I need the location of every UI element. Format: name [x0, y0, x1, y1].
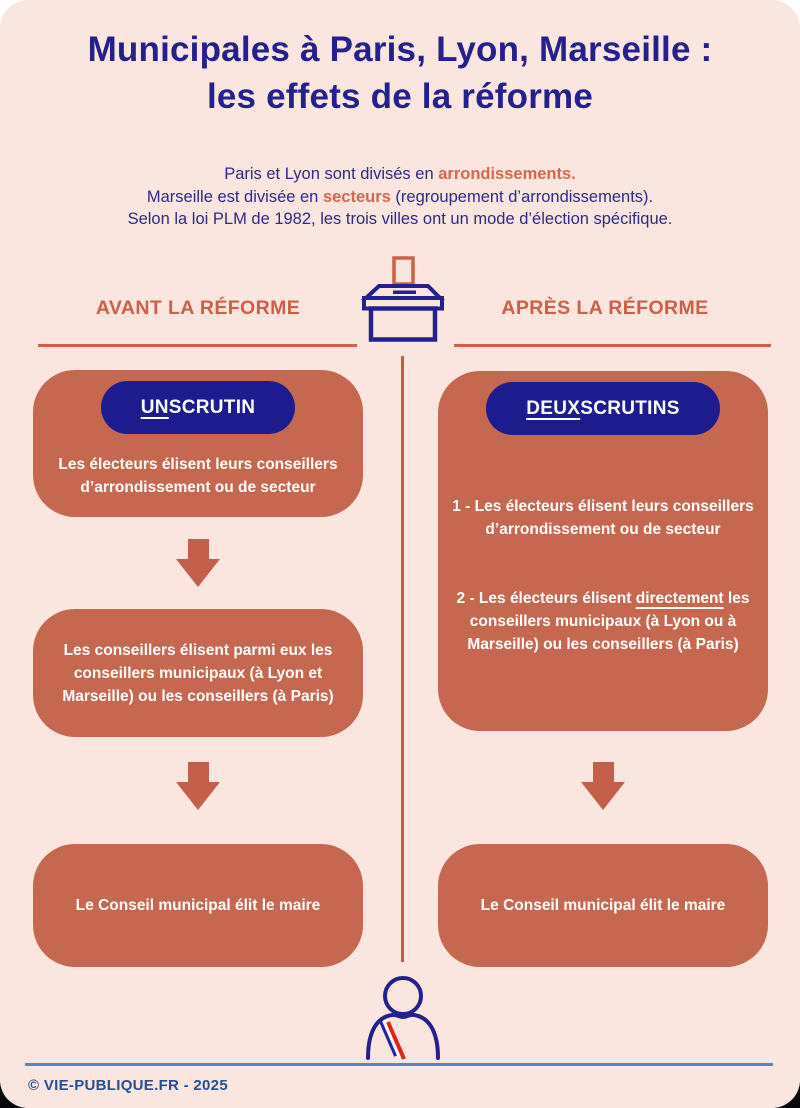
copyright-credit: © VIE-PUBLIQUE.FR - 2025: [28, 1077, 228, 1094]
after-step1-text: [438, 495, 768, 541]
step-text-line: d’arrondissement ou de secteur: [80, 479, 316, 496]
before-step3-text: [76, 894, 321, 917]
intro-text: [0, 163, 800, 231]
ballot-box-icon: [354, 251, 452, 345]
badge-rest: SCRUTINS: [580, 397, 680, 419]
flow-arrow-down: [33, 762, 363, 810]
page-title-line-1: Municipales à Paris, Lyon, Marseille :: [87, 30, 713, 69]
header-underline-after: [454, 344, 771, 347]
card-before-step2: [33, 609, 363, 737]
step-text-line: conseillers municipaux (à Lyon et: [73, 664, 323, 682]
step-text-line: Marseille) ou les conseillers (à Paris): [467, 636, 739, 653]
page-title: [0, 26, 800, 120]
step-text-line: Marseille) ou les conseillers (à Paris): [62, 687, 334, 705]
step-text-line: conseillers municipaux (à Lyon ou à: [469, 613, 737, 630]
card-after-step3: [438, 844, 768, 967]
card-un-scrutin: [33, 370, 363, 517]
badge-rest: SCRUTIN: [168, 396, 256, 418]
before-step1-text: [33, 453, 363, 499]
card-before-step3: [33, 844, 363, 967]
flow-arrow-down: [438, 762, 768, 810]
step-text-line: d’arrondissement ou de secteur: [485, 521, 721, 538]
after-step2-text: [438, 587, 768, 656]
step-text-segment: 2 - Les électeurs élisent: [456, 590, 636, 607]
step-text-line: Les conseillers élisent parmi eux les: [63, 641, 333, 659]
after-step3-text: [481, 894, 726, 917]
card-deux-scrutins: [438, 371, 768, 731]
step-text-segment: les: [723, 590, 750, 607]
badge-un-scrutin: [101, 381, 296, 434]
intro-line-1: Paris et Lyon sont divisés en: [224, 165, 439, 183]
footer-divider: [25, 1063, 773, 1066]
intro-line-3: Selon la loi PLM de 1982, les trois villes ont un mode d’élection spécifique.: [127, 210, 673, 228]
badge-accent: UN: [140, 396, 169, 418]
badge-deux-scrutins: [486, 382, 720, 435]
step-text-underlined: directement: [635, 590, 724, 607]
step-text-line: [438, 587, 768, 610]
before-step2-text: [62, 639, 333, 708]
intro-line-2: Marseille est divisée en: [146, 187, 323, 206]
page-title-line-2: les effets de la réforme: [206, 77, 594, 116]
step-text-line: Le Conseil municipal élit le maire: [480, 897, 726, 914]
step-text-line: Le Conseil municipal élit le maire: [75, 897, 321, 914]
column-header-after: APRÈS LA RÉFORME: [501, 297, 709, 319]
flow-arrow-down: [33, 539, 363, 587]
column-divider: [401, 356, 404, 962]
intro-accent-arrondissements: arrondissements.: [438, 165, 576, 183]
badge-accent: DEUX: [526, 397, 581, 419]
intro-accent-secteurs: secteurs: [322, 187, 391, 206]
intro-line-2-end: (regroupement d’arrondissements).: [390, 187, 654, 206]
step-text-line: 1 - Les électeurs élisent leurs conseillers: [452, 498, 754, 515]
step-text-line: Les électeurs élisent leurs conseillers: [58, 456, 338, 473]
column-header-before: AVANT LA RÉFORME: [95, 297, 301, 319]
mayor-with-sash-icon: [361, 966, 445, 1062]
header-underline-before: [38, 344, 357, 347]
